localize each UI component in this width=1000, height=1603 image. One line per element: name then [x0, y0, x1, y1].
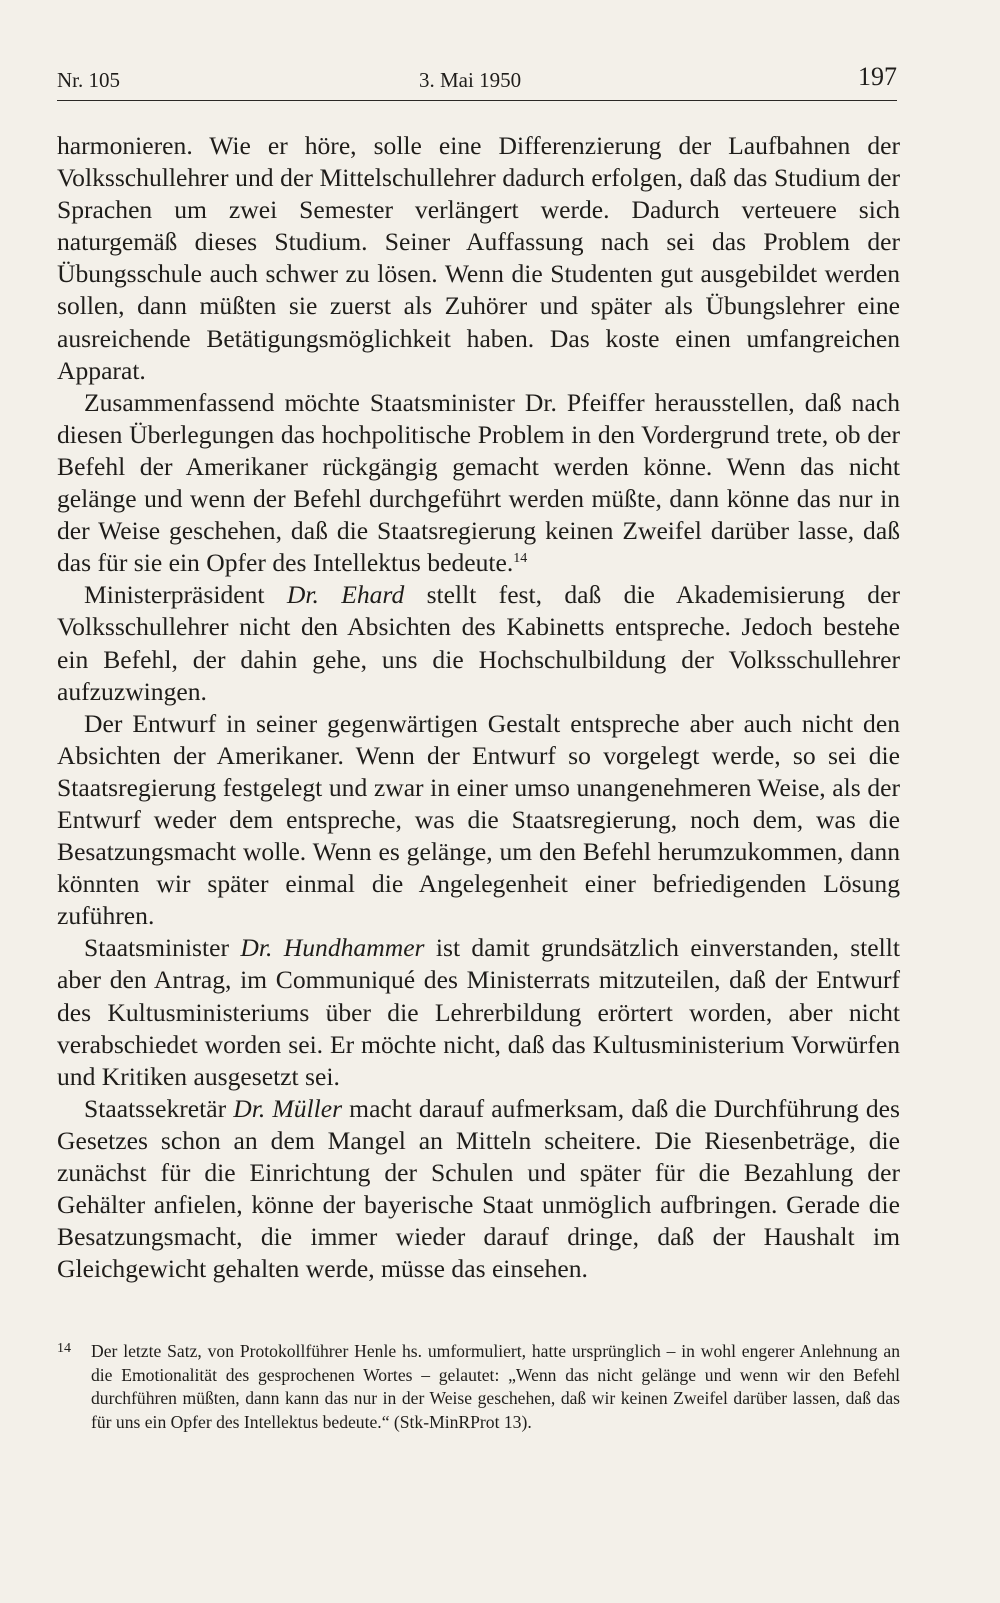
paragraph-5	[57, 932, 900, 1092]
speaker-prefix: Ministerpräsident	[84, 580, 287, 610]
footnotes	[57, 1340, 900, 1434]
speaker-name-hundhammer: Dr. Hundhammer	[240, 933, 425, 963]
paragraph-6-text: macht darauf aufmerksam, daß die Durchführung des Gesetzes schon an dem Mangel an Mitteln scheitere. Die Riesenbeträge, die zunächst für die Einrichtung der Schulen und später für die Bezahlung der Gehälter anfielen, könne der bayerische Staat unmöglich aufbringen. Gerade die Besatzungsmacht, die immer wieder darauf dringe, daß der Haushalt im Gleichgewicht gehalten werde, müsse das einsehen.	[57, 1093, 901, 1284]
speaker-prefix: Staatssekretär	[84, 1093, 234, 1123]
paragraph-5-text: ist damit grundsätzlich einverstanden, stellt aber den Antrag, im Communiqué des Ministerrats mitzuteilen, daß der Entwurf des Kultusministeriums über die Lehrerbildung erörtert worden, aber nicht verabschiedet worden sei. Er möchte nicht, daß das Kultusministerium Vorwürfen und Kritiken ausgesetzt sei.	[57, 933, 900, 1091]
paragraph-4: Der Entwurf in seiner gegenwärtigen Gestalt entspreche aber auch nicht den Absichten der Amerikaner. Wenn der Entwurf so vorgelegt werde, so sei die Staatsregierung festgelegt und zwar in einer umso unangenehmeren Weise, als der Entwurf weder dem entspreche, was die Staatsregierung, noch dem, was die Besatzungsmacht wolle. Wenn es gelänge, um den Befehl herumzukommen, dann könnten wir später einmal die Angelegenheit einer befriedigenden Lösung zuführen.	[57, 708, 900, 931]
paragraph-2-text: Zusammenfassend möchte Staatsminister Dr. Pfeiffer herausstellen, daß nach diesen Überlegungen das hochpolitische Problem in den Vordergrund trete, ob der Befehl der Amerikaner rückgängig gemacht werden könne. Wenn das nicht gelänge und wenn der Befehl durchgeführt werden müßte, dann könne das nur in der Weise geschehen, daß die Staatsregierung keinen Zweifel darüber lasse, daß das für sie ein Opfer des Intellektus bedeute.	[57, 387, 900, 578]
main-text	[57, 130, 900, 1285]
issue-number: Nr. 105	[57, 68, 120, 92]
page-number: 197	[858, 62, 897, 91]
paragraph-1: harmonieren. Wie er höre, solle eine Differenzierung der Laufbahnen der Volksschullehrer und der Mittelschullehrer dadurch erfolgen, daß das Studium der Sprachen um zwei Semester verlängert werde. Dadurch verteuere sich naturgemäß dieses Studium. Seiner Auffassung nach sei das Problem der Übungsschule auch schwer zu lösen. Wenn die Studenten gut ausgebildet werden sollen, dann müßten sie zuerst als Zuhörer und später als Übungslehrer eine ausreichende Betätigungsmöglichkeit haben. Das koste einen umfangreichen Apparat.	[57, 131, 900, 385]
paragraph-2	[57, 387, 900, 580]
speaker-name-ehard: Dr. Ehard	[286, 580, 405, 610]
paragraph-6	[57, 1093, 900, 1286]
paragraph-3-text: stellt fest, daß die Akademisierung der Volksschullehrer nicht den Absichten des Kabinetts entspreche. Jedoch bestehe ein Befehl, der dahin gehe, uns die Hochschulbildung der Volksschullehrer aufzuzwingen.	[57, 580, 900, 706]
running-header	[57, 62, 897, 101]
footnote-ref-14[interactable]: 14	[513, 551, 528, 567]
footnote-14	[57, 1340, 900, 1434]
paragraph-3	[57, 579, 900, 707]
speaker-name-mueller: Dr. Müller	[233, 1093, 343, 1123]
speaker-prefix: Staatsminister	[84, 933, 241, 963]
footnote-number: 14	[57, 1341, 71, 1356]
footnote-text: Der letzte Satz, von Protokollführer Henle hs. umformuliert, hatte ursprünglich – in wohl engerer Anlehnung an die Emotionalität des gesprochenen Wortes – gelautet: „Wenn das nicht gelänge und wenn wir den Befehl durchführen müßten, dann kann das nur in der Weise geschehen, daß wir keinen Zweifel darüber lassen, daß das für uns ein Opfer des Intellektus bedeute.“ (Stk-MinRProt 13).	[91, 1341, 900, 1432]
header-date: 3. Mai 1950	[419, 68, 522, 92]
